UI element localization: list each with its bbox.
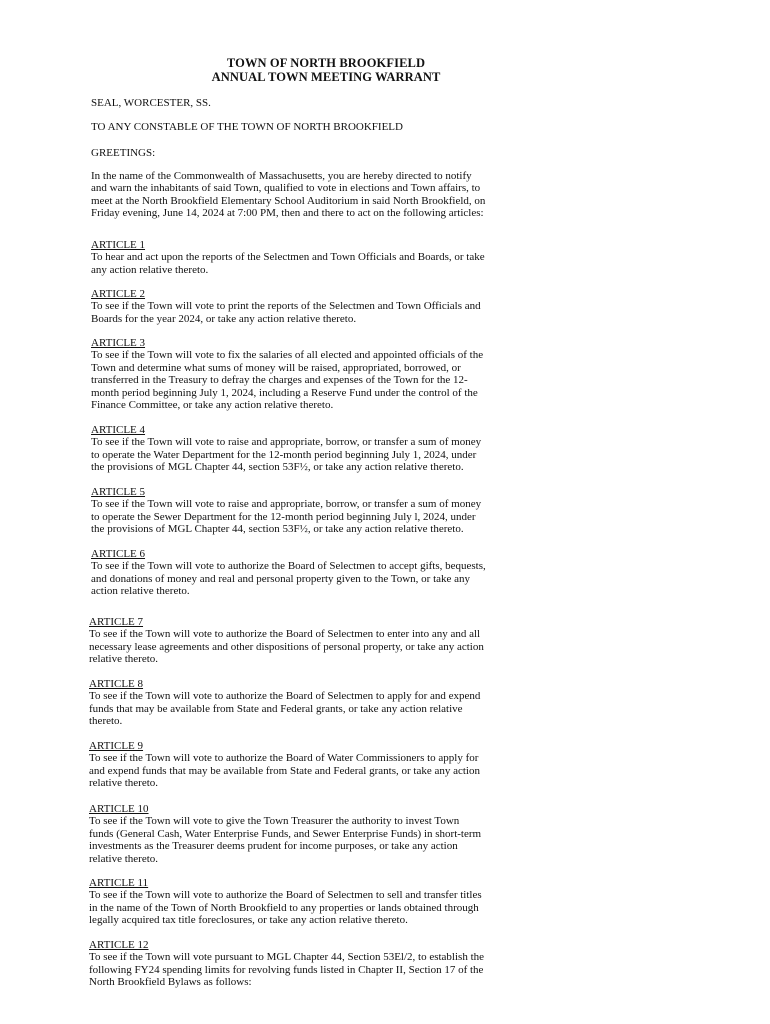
article-line: month period beginning July 1, 2024, including a Reserve Fund under the control of the bbox=[91, 386, 478, 399]
article-line: the provisions of MGL Chapter 44, section 53F½, or take any action relative thereto. bbox=[91, 523, 464, 536]
intro-line: and warn the inhabitants of said Town, qualified to vote in elections and Town affairs, to bbox=[91, 182, 481, 195]
article-5 bbox=[91, 486, 573, 536]
article-line: To see if the Town will vote to raise and appropriate, borrow, or transfer a sum of money bbox=[91, 436, 482, 449]
article-heading: ARTICLE 7 bbox=[89, 616, 144, 628]
article-line: To see if the Town will vote to fix the salaries of all elected and appointed officials of the bbox=[91, 349, 484, 362]
article-line: To see if the Town will vote to authorize the Board of Selectmen to apply for and expend bbox=[89, 690, 481, 703]
article-heading: ARTICLE 2 bbox=[91, 288, 146, 300]
article-heading: ARTICLE 5 bbox=[91, 486, 146, 498]
article-heading: ARTICLE 3 bbox=[91, 337, 146, 349]
article-heading: ARTICLE 1 bbox=[91, 239, 146, 251]
article-8 bbox=[89, 678, 571, 728]
article-line: To see if the Town will vote to authorize the Board of Selectmen to accept gifts, bequests, bbox=[91, 560, 486, 573]
article-line: relative thereto. bbox=[89, 777, 159, 790]
article-line: in the name of the Town of North Brookfield to any properties or lands obtained through bbox=[89, 901, 479, 914]
article-heading: ARTICLE 4 bbox=[91, 424, 146, 436]
article-heading: ARTICLE 8 bbox=[89, 678, 144, 690]
article-heading: ARTICLE 12 bbox=[89, 939, 149, 951]
article-line: and donations of money and real and personal property given to the Town, or take any bbox=[91, 572, 471, 585]
article-heading: ARTICLE 10 bbox=[89, 803, 149, 815]
article-3 bbox=[91, 337, 573, 411]
document-title-line-2: ANNUAL TOWN MEETING WARRANT bbox=[211, 70, 441, 84]
article-9 bbox=[89, 740, 571, 790]
article-line: relative thereto. bbox=[89, 852, 159, 865]
article-line: following FY24 spending limits for revolving funds listed in Chapter II, Section 17 of the bbox=[89, 963, 484, 976]
article-line: funds that may be available from State and Federal grants, or take any action relative bbox=[89, 702, 463, 715]
article-line: to operate the Water Department for the 12-month period beginning July 1, 2024, under bbox=[91, 448, 477, 461]
article-heading: ARTICLE 6 bbox=[91, 548, 146, 560]
article-heading: ARTICLE 11 bbox=[89, 877, 149, 889]
article-line: Finance Committee, or take any action relative thereto. bbox=[91, 399, 334, 412]
article-line: investments as the Treasurer deems prudent for income purposes, or take any action bbox=[89, 840, 458, 853]
article-line: To see if the Town will vote to authorize the Board of Selectmen to enter into any and all bbox=[89, 628, 481, 641]
article-7 bbox=[89, 616, 571, 666]
article-line: thereto. bbox=[89, 715, 123, 728]
article-12 bbox=[89, 939, 571, 989]
addressee-line: TO ANY CONSTABLE OF THE TOWN OF NORTH BROOKFIELD bbox=[91, 121, 403, 133]
article-11 bbox=[89, 877, 571, 927]
article-line: To see if the Town will vote pursuant to MGL Chapter 44, Section 53El/2, to establish the bbox=[89, 951, 485, 964]
article-10 bbox=[89, 803, 571, 865]
article-line: necessary lease agreements and other dispositions of personal property, or take any action bbox=[89, 640, 484, 653]
article-line: and expend funds that may be available from State and Federal grants, or take any action bbox=[89, 764, 480, 777]
article-line: the provisions of MGL Chapter 44, section 53F½, or take any action relative thereto. bbox=[91, 461, 464, 474]
article-line: funds (General Cash, Water Enterprise Funds, and Sewer Enterprise Funds) in short-term bbox=[89, 827, 482, 840]
greetings-line: GREETINGS: bbox=[91, 147, 156, 159]
article-line: legally acquired tax title foreclosures, or take any action relative thereto. bbox=[89, 914, 408, 927]
article-line: to operate the Sewer Department for the 12-month period beginning July l, 2024, under bbox=[91, 510, 476, 523]
article-6 bbox=[91, 548, 573, 598]
article-line: transferred in the Treasury to defray the charges and expenses of the Town for the 12- bbox=[91, 374, 468, 387]
article-2 bbox=[91, 288, 573, 325]
article-line: action relative thereto. bbox=[91, 585, 190, 598]
article-line: To see if the Town will vote to give the Town Treasurer the authority to invest Town bbox=[89, 815, 460, 828]
article-line: relative thereto. bbox=[89, 653, 159, 666]
seal-line: SEAL, WORCESTER, SS. bbox=[91, 97, 211, 109]
article-4 bbox=[91, 424, 573, 474]
article-line: To see if the Town will vote to authorize the Board of Selectmen to sell and transfer titles bbox=[89, 889, 482, 902]
intro-paragraph bbox=[91, 170, 573, 220]
article-line: To see if the Town will vote to print the reports of the Selectmen and Town Officials and bbox=[91, 300, 481, 313]
article-line: any action relative thereto. bbox=[91, 263, 209, 276]
article-line: Boards for the year 2024, or take any action relative thereto. bbox=[91, 312, 357, 325]
article-line: To hear and act upon the reports of the Selectmen and Town Officials and Boards, or take bbox=[91, 251, 485, 264]
intro-line: meet at the North Brookfield Elementary School Auditorium in said North Brookfield, on bbox=[91, 194, 486, 207]
article-heading: ARTICLE 9 bbox=[89, 740, 144, 752]
article-line: North Brookfield Bylaws as follows: bbox=[89, 976, 252, 989]
article-1 bbox=[91, 239, 573, 276]
document-title-line-1: TOWN OF NORTH BROOKFIELD bbox=[226, 56, 426, 70]
article-line: To see if the Town will vote to authorize the Board of Water Commissioners to apply for bbox=[89, 752, 479, 765]
article-line: To see if the Town will vote to raise and appropriate, borrow, or transfer a sum of money bbox=[91, 498, 482, 511]
intro-line: Friday evening, June 14, 2024 at 7:00 PM, then and there to act on the following articles: bbox=[91, 207, 484, 220]
article-line: Town and determine what sums of money will be raised, appropriated, borrowed, or bbox=[91, 361, 461, 374]
intro-line: In the name of the Commonwealth of Massachusetts, you are hereby directed to notify bbox=[91, 170, 472, 182]
